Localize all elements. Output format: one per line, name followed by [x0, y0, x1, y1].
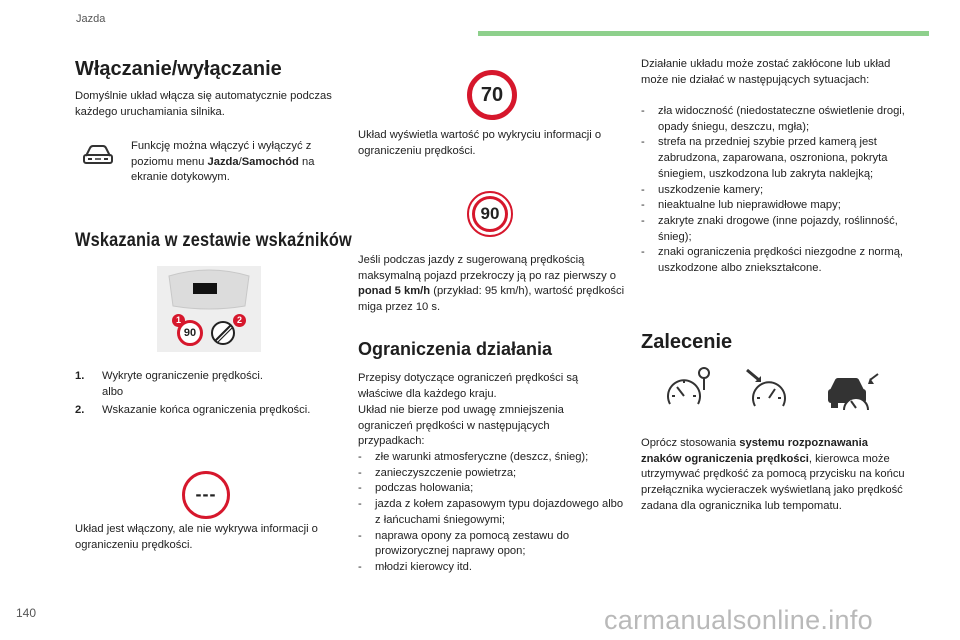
heading-wlaczanie: Włączanie/wyłączanie	[75, 58, 282, 80]
ograniczenia-p2: Układ nie bierze pod uwagę zmniejszenia ograniczeń prędkości w następujących przypadkach:	[358, 404, 564, 448]
intro-paragraph: Domyślnie układ włącza się automatycznie podczas każdego uruchamiania silnika.	[75, 90, 332, 118]
callout-2: 2	[233, 314, 246, 327]
car-speedometer-icon	[826, 372, 882, 414]
disturbance-intro: Działanie układu może zostać zakłócone lub układ może nie działać w następujących sytuacjach:	[641, 58, 891, 86]
list-item: - młodzi kierowcy itd.	[358, 560, 472, 573]
list-item: - znaki ograniczenia prędkości niezgodne z normą, uszkodzone albo zniekształcone.	[641, 246, 904, 275]
list-item: - zakryte znaki drogowe (inne pojazdy, roślinność, śnieg);	[641, 214, 898, 243]
text-90: Jeśli podczas jazdy z sugerowaną prędkością maksymalną pojazd przekroczy ją po raz pierwszy o ponad 5 km/h (przykład: 95 km/h), wartość prędkości miga przez 10 s.	[358, 254, 625, 314]
recommendation-text: Oprócz stosowania systemu rozpoznawania znaków ograniczenia prędkości, kierowca może utrzymywać prędkość za pomocą przycisku na końcu przełącznika wycieraczek wyświetlaną jako prędkość zadana dla ogranicznika lub tempomatu.	[641, 437, 905, 512]
list-item-1: 1. Wykryte ograniczenie prędkości. albo	[75, 370, 263, 398]
callout-1: 1	[172, 314, 185, 327]
no-info-text: Układ jest włączony, ale nie wykrywa informacji o ograniczeniu prędkości.	[75, 523, 318, 551]
no-info-sign: ---	[182, 471, 230, 519]
list-item-2: 2. Wskazanie końca ograniczenia prędkości.	[75, 404, 311, 416]
page-number: 140	[16, 606, 37, 620]
list-item: - naprawa opony za pomocą zestawu do prowizorycznej naprawy opon;	[358, 529, 570, 558]
car-icon	[82, 143, 114, 167]
list-item: - uszkodzenie kamery;	[641, 183, 764, 196]
list-item: - strefa na przedniej szybie przed kamerą jest zabrudzona, zaparowana, oszroniona, pokryta śniegiem, uszkodzona lub zakryta naklejką;	[641, 136, 888, 180]
list-item: - zła widoczność (niedostateczne oświetlenie drogi, opady śniegu, deszczu, mgła);	[641, 105, 905, 133]
cluster-speed-sign: 90	[177, 320, 203, 346]
cluster-illustration	[157, 266, 261, 352]
heading-wskazania: Wskazania w zestawie wskaźników	[75, 230, 352, 251]
list-item: - podczas holowania;	[358, 482, 474, 495]
list-item: - zanieczyszczenie powietrza;	[358, 466, 517, 479]
list-item: - złe warunki atmosferyczne (deszcz, śnieg);	[358, 451, 589, 463]
heading-ograniczenia: Ograniczenia działania	[358, 339, 553, 359]
end-of-limit-sign	[210, 320, 236, 346]
speed-sign-90: 90	[472, 196, 508, 232]
speed-sign-70: 70	[467, 70, 517, 120]
accent-bar	[478, 31, 929, 36]
speedometer-pin-icon	[664, 366, 714, 412]
list-item: - nieaktualne lub nieprawidłowe mapy;	[641, 199, 841, 212]
disturbance-list	[641, 104, 911, 277]
speedometer-arrow-icon	[745, 368, 793, 412]
section-title: Jazda	[76, 13, 106, 25]
heading-zalecenie: Zalecenie	[641, 331, 733, 353]
watermark: carmanualsonline.info	[604, 605, 873, 635]
ograniczenia-list	[358, 450, 628, 576]
ograniczenia-p1: Przepisy dotyczące ograniczeń prędkości są właściwe dla każdego kraju.	[358, 372, 579, 400]
list-item: - jazda z kołem zapasowym typu dojazdowego albo z łańcuchami śniegowymi;	[358, 498, 624, 526]
text-70: Układ wyświetla wartość po wykryciu informacji o ograniczeniu prędkości.	[358, 129, 602, 157]
menu-instructions: Funkcję można włączyć i wyłączyć z poziomu menu Jazda/Samochód na ekranie dotykowym.	[131, 140, 315, 184]
